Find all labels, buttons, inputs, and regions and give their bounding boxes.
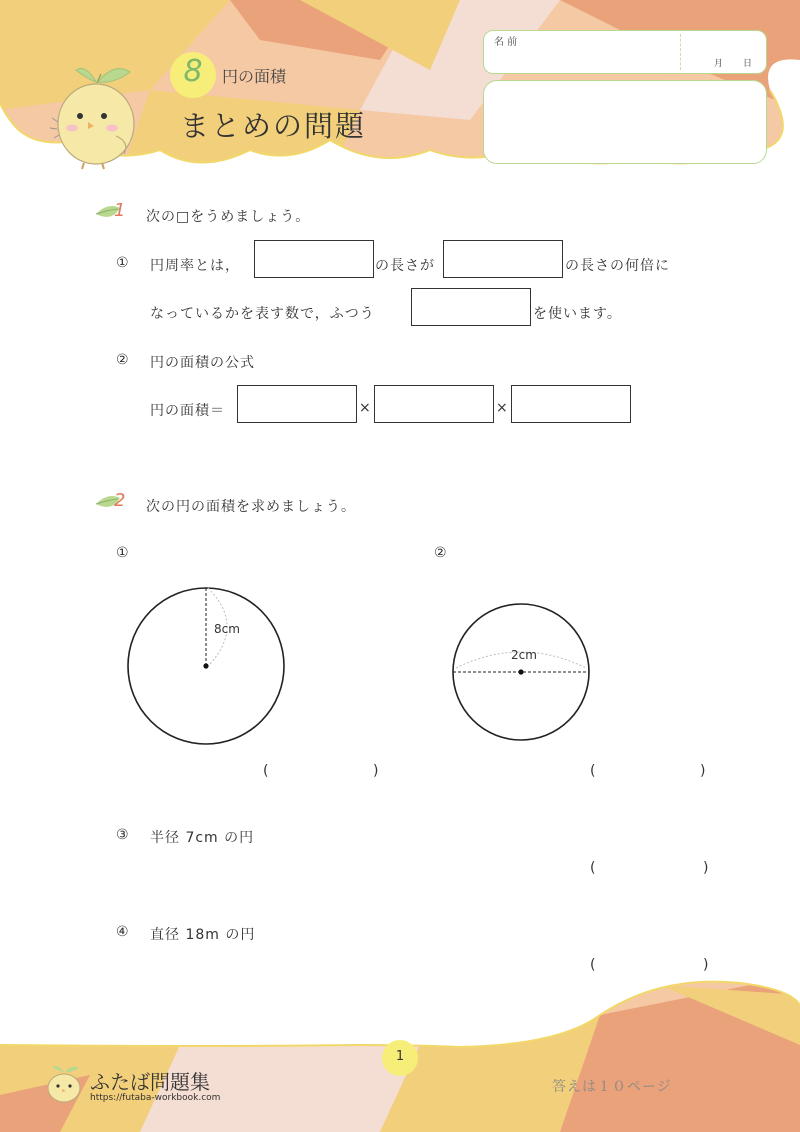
s1-q1-text-c: の長さの何倍に xyxy=(565,258,670,274)
section1-instruction: 次の□をうめましょう。 xyxy=(146,209,311,225)
s1-q1-text-e: を使います。 xyxy=(533,306,622,322)
s2-q3-text: 半径 7cm の円 xyxy=(150,830,255,846)
answer-paren-close-3: ) xyxy=(703,860,709,876)
answer-paren-close-2: ) xyxy=(700,763,706,779)
s2-q2-mark: ② xyxy=(434,545,448,561)
score-box[interactable] xyxy=(483,80,767,164)
name-divider xyxy=(680,34,681,70)
answer-paren-close-4: ) xyxy=(703,957,709,973)
page-title: まとめの問題 xyxy=(180,109,367,143)
formula-box-1[interactable] xyxy=(237,385,357,423)
answer-box-diameter[interactable] xyxy=(443,240,563,278)
s1-q1-mark: ① xyxy=(116,255,130,271)
answer-box-circumference[interactable] xyxy=(254,240,374,278)
circle-figure-1 xyxy=(120,580,295,755)
s1-q2-mark: ② xyxy=(116,352,130,368)
page-number: 1 xyxy=(395,1049,405,1064)
section1-number: 1 xyxy=(114,200,126,221)
answer-paren-open-1: ( xyxy=(263,763,269,779)
footer-url[interactable]: https://futaba-workbook.com xyxy=(90,1093,221,1103)
s2-q4-mark: ④ xyxy=(116,924,130,940)
radius-label: 8cm xyxy=(214,622,240,636)
answer-note: 答えは１０ページ xyxy=(552,1079,672,1095)
s1-q1-text-d: なっているかを表す数で，ふつう xyxy=(150,306,375,322)
unit-number: 8 xyxy=(183,54,203,89)
formula-box-3[interactable] xyxy=(511,385,631,423)
footer-brand: ふたば問題集 xyxy=(90,1070,210,1094)
chick-mascot-icon xyxy=(46,56,146,171)
s2-q4-text: 直径 18m の円 xyxy=(150,927,256,943)
times-sign-2: × xyxy=(496,400,509,416)
answer-paren-open-4: ( xyxy=(590,957,596,973)
answer-paren-open-2: ( xyxy=(590,763,596,779)
s2-q3-mark: ③ xyxy=(116,827,130,843)
answer-paren-open-3: ( xyxy=(590,860,596,876)
s1-q1-text-b: の長さが xyxy=(375,258,435,274)
day-label: 日 xyxy=(743,59,753,69)
s1-q1-text-a: 円周率とは， xyxy=(150,258,240,274)
month-label: 月 xyxy=(714,59,724,69)
section2-number: 2 xyxy=(114,490,126,511)
circle-figure-2 xyxy=(448,598,598,748)
s2-q1-mark: ① xyxy=(116,545,130,561)
diameter-label: 2cm xyxy=(511,648,537,662)
chick-logo-icon xyxy=(42,1062,86,1104)
answer-paren-close-1: ) xyxy=(373,763,379,779)
unit-title: 円の面積 xyxy=(222,67,287,86)
formula-box-2[interactable] xyxy=(374,385,494,423)
name-box[interactable] xyxy=(483,30,767,74)
name-label: 名 前 xyxy=(494,37,518,48)
s1-q2-heading: 円の面積の公式 xyxy=(150,355,255,371)
section2-instruction: 次の円の面積を求めましょう。 xyxy=(146,499,356,515)
answer-box-pi-value[interactable] xyxy=(411,288,531,326)
times-sign-1: × xyxy=(359,400,372,416)
formula-label: 円の面積＝ xyxy=(150,403,225,419)
